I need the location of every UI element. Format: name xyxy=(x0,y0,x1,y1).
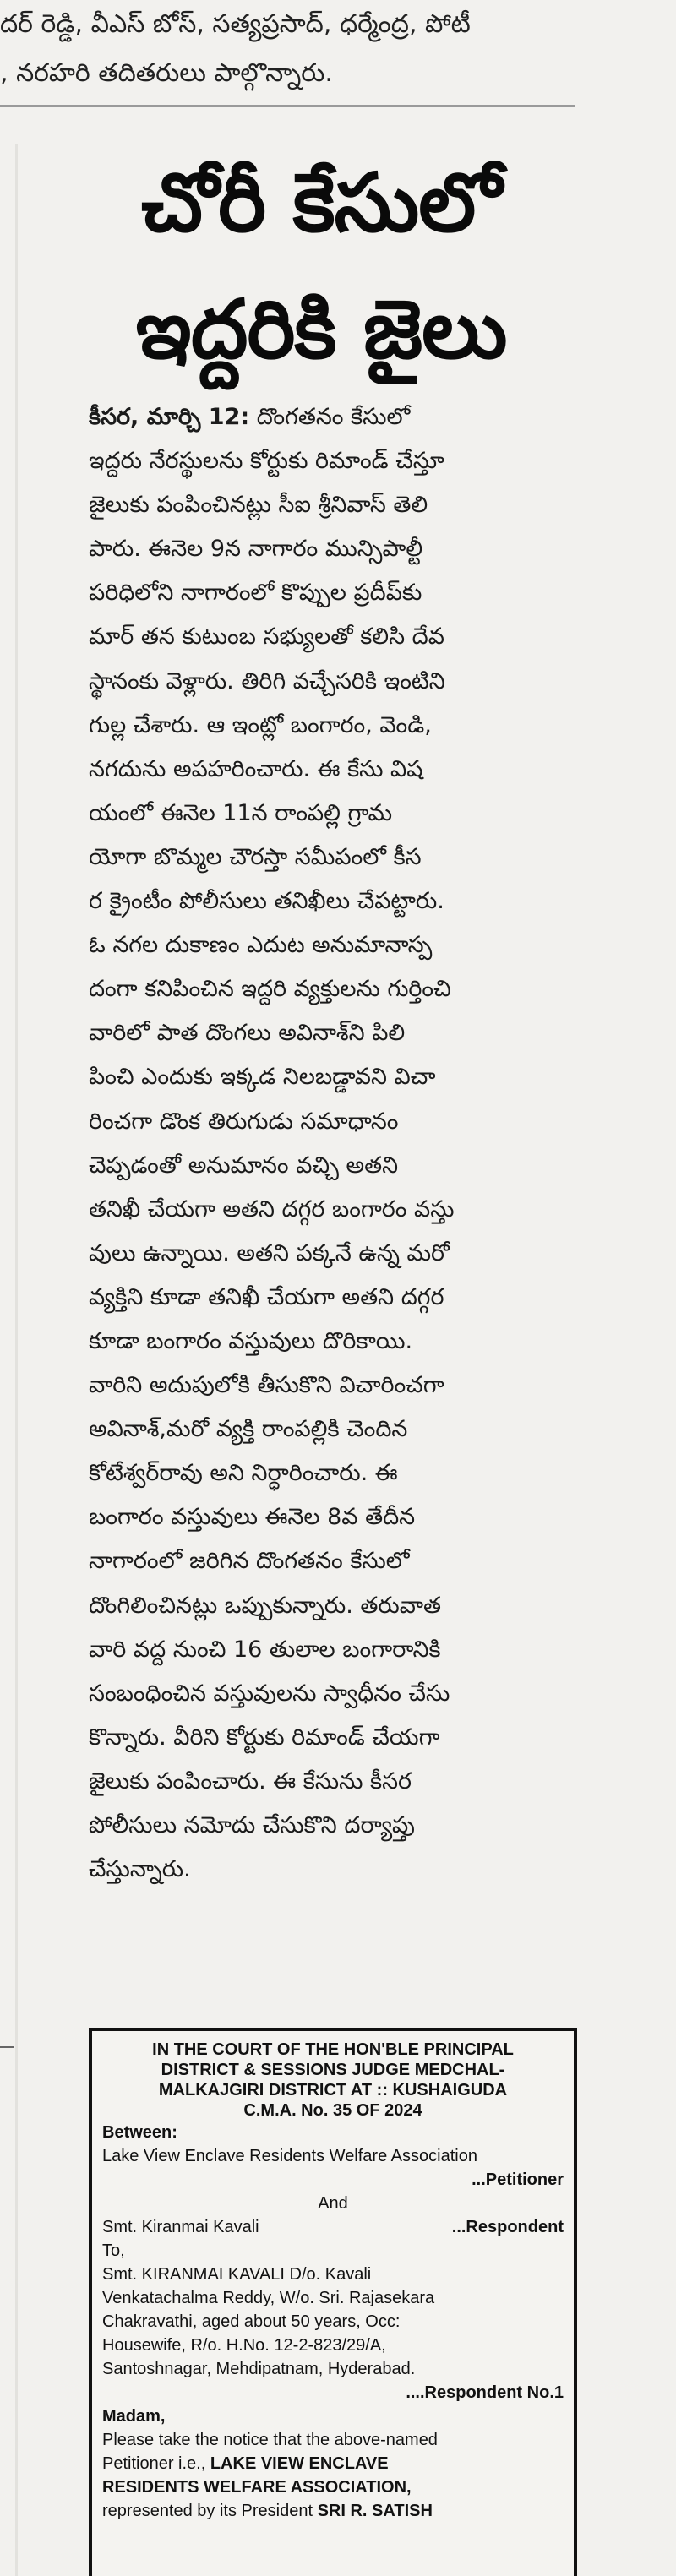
notice-body-line xyxy=(102,2452,564,2475)
article-line: దంగా కనిపించిన ఇద్దరి వ్యక్తులను గుర్తించి xyxy=(89,976,451,1003)
respondent-name: Smt. Kiranmai Kavali xyxy=(102,2218,259,2236)
article-line: అవినాశ్,మరో వ్యక్తి రాంపల్లికి చెందిన xyxy=(89,1416,408,1443)
article-body xyxy=(89,395,562,1892)
president-name: SRI R. SATISH xyxy=(317,2502,433,2520)
address-line: Venkatachalma Reddy, W/o. Sri. Rajasekara xyxy=(102,2289,435,2307)
article-line: జైలుకు పంపించారు. ఈ కేసును కీసర xyxy=(89,1767,412,1794)
notice-body-text: Petitioner i.e., xyxy=(102,2454,210,2473)
article-line: పోలీసులు నమోదు చేసుకొని దర్యాప్తు xyxy=(89,1812,416,1838)
article-line: చేస్తున్నారు. xyxy=(89,1856,191,1883)
article-line: కోటేశ్వర్‌రావు అని నిర్ధారించారు. ఈ xyxy=(89,1460,398,1487)
article-line: గుల్ల చేశారు. ఆ ఇంట్లో బంగారం, వెండి, xyxy=(89,711,432,738)
article-line: కొన్నారు. వీరిని కోర్టుకు రిమాండ్ చేయగా xyxy=(89,1724,440,1751)
article-line: వారిలో పాత దొంగలు అవినాశ్‌ని పిలి xyxy=(89,1020,406,1047)
column-rule xyxy=(0,105,575,107)
article-line: యోగా బొమ్మల చౌరస్తా సమీపంలో కీస xyxy=(89,843,422,870)
article-line: దొంగిలించినట్లు ఒప్పుకున్నారు. తరువాత xyxy=(89,1592,442,1619)
article-line: నాగారంలో జరిగిన దొంగతనం కేసులో xyxy=(89,1548,410,1575)
between-label: Between: xyxy=(102,2123,177,2142)
article-line: తనిఖీ చేయగా అతని దగ్గర బంగారం వస్తు xyxy=(89,1195,455,1223)
previous-article-line: దర్ రెడ్డి, వీఎస్ బోస్, సత్యప్రసాద్, ధర్మేంద్ర, పోటీ xyxy=(0,9,471,39)
article-line: స్థానంకు వెళ్లారు. తిరిగి వచ్చేసరికి ఇంటిని xyxy=(89,667,445,694)
column-gutter-line xyxy=(15,144,18,2576)
respondent-role: ...Respondent xyxy=(451,2218,564,2236)
article-line: వారిని అదుపులోకి తీసుకొని విచారించగా xyxy=(89,1372,444,1399)
article-line: నగదును అపహరించారు. ఈ కేసు విష xyxy=(89,755,423,782)
headline-line-2: ఇద్దరికి జైలు xyxy=(135,282,507,377)
previous-article-line: , నరహరి తదితరులు పాల్గొన్నారు. xyxy=(0,58,333,88)
court-heading-line: MALKAJGIRI DISTRICT AT :: KUSHAIGUDA xyxy=(158,2081,508,2099)
petitioner-bold-name: LAKE VIEW ENCLAVE xyxy=(210,2454,389,2473)
address-line: Housewife, R/o. H.No. 12-2-823/29/A, xyxy=(102,2336,386,2355)
article-line: వారి వద్ద నుంచి 16 తులాల బంగారానికి xyxy=(89,1636,441,1663)
address-line: Santoshnagar, Mehdipatnam, Hyderabad. xyxy=(102,2360,416,2378)
article-line: పించి ఎందుకు ఇక్కడ నిలబడ్డావని విచా xyxy=(89,1064,436,1091)
first-line-text: దొంగతనం కేసులో xyxy=(249,404,411,430)
article-line: ర క్రైంటీం పోలీసులు తనిఖీలు చేపట్టారు. xyxy=(89,888,444,915)
gutter-tick xyxy=(0,2046,14,2048)
article-line: పరిధిలోని నాగారంలో కొప్పుల ప్రదీప్‌కు xyxy=(89,580,422,607)
to-label: To, xyxy=(102,2241,125,2260)
previous-article-fragment xyxy=(0,0,592,103)
and-label: And xyxy=(318,2194,348,2213)
article-first-line xyxy=(89,395,562,439)
petitioner-role: ...Petitioner xyxy=(472,2170,564,2189)
salutation: Madam, xyxy=(102,2407,166,2426)
article-line: జైలుకు పంపించినట్లు సీఐ శ్రీనివాస్ తెలి xyxy=(89,492,428,519)
article-line: రించగా డొంక తిరుగుడు సమాధానం xyxy=(89,1108,399,1135)
notice-body-line: Please take the notice that the above-named xyxy=(102,2431,438,2449)
article-line: సంబంధించిన వస్తువులను స్వాధీనం చేసు xyxy=(89,1680,450,1707)
article-line: కూడా బంగారం వస్తువులు దొరికాయి. xyxy=(89,1327,413,1354)
article-line: పారు. ఈనెల 9న నాగారం మున్సిపాల్టీ xyxy=(89,536,423,563)
address-line: Smt. KIRANMAI KAVALI D/o. Kavali xyxy=(102,2265,372,2284)
respondent-row xyxy=(102,2215,564,2239)
article-line: చెప్పడంతో అనుమానం వచ్చి అతని xyxy=(89,1152,399,1179)
article-line: మార్ తన కుటుంబ సభ్యులతో కలిసి దేవ xyxy=(89,624,444,651)
respondent-number: ....Respondent No.1 xyxy=(406,2383,564,2402)
article-line: ఇద్దరు నేరస్థులను కోర్టుకు రిమాండ్ చేస్తూ xyxy=(89,448,444,475)
court-heading-line: DISTRICT & SESSIONS JUDGE MEDCHAL- xyxy=(161,2061,505,2079)
notice-body-line xyxy=(102,2499,564,2523)
article-line: వులు ఉన్నాయి. అతని పక్కనే ఉన్న మరో xyxy=(89,1239,450,1266)
article-line: యంలో ఈనెల 11న రాంపల్లి గ్రామ xyxy=(89,799,393,826)
article-line: ఓ నగల దుకాణం ఎదుట అనుమానాస్ప xyxy=(89,932,433,959)
notice-body-line: RESIDENTS WELFARE ASSOCIATION, xyxy=(102,2478,412,2497)
dateline: కీసర, మార్చి 12: xyxy=(89,404,250,430)
petitioner-name: Lake View Enclave Residents Welfare Association xyxy=(102,2147,477,2165)
court-notice xyxy=(89,2028,577,2576)
court-heading-line: IN THE COURT OF THE HON'BLE PRINCIPAL xyxy=(152,2040,514,2059)
article-line: బంగారం వస్తువులు ఈనెల 8వ తేదీన xyxy=(89,1504,416,1531)
headline-line-1: చోరీ కేసులో xyxy=(140,155,501,250)
case-number: C.M.A. No. 35 OF 2024 xyxy=(243,2101,422,2120)
notice-body-text: represented by its President xyxy=(102,2502,318,2520)
article-headline xyxy=(84,139,558,393)
court-heading xyxy=(102,2040,564,2121)
address-line: Chakravathi, aged about 50 years, Occ: xyxy=(102,2312,401,2331)
article-line: వ్యక్తిని కూడా తనిఖీ చేయగా అతని దగ్గర xyxy=(89,1283,444,1310)
